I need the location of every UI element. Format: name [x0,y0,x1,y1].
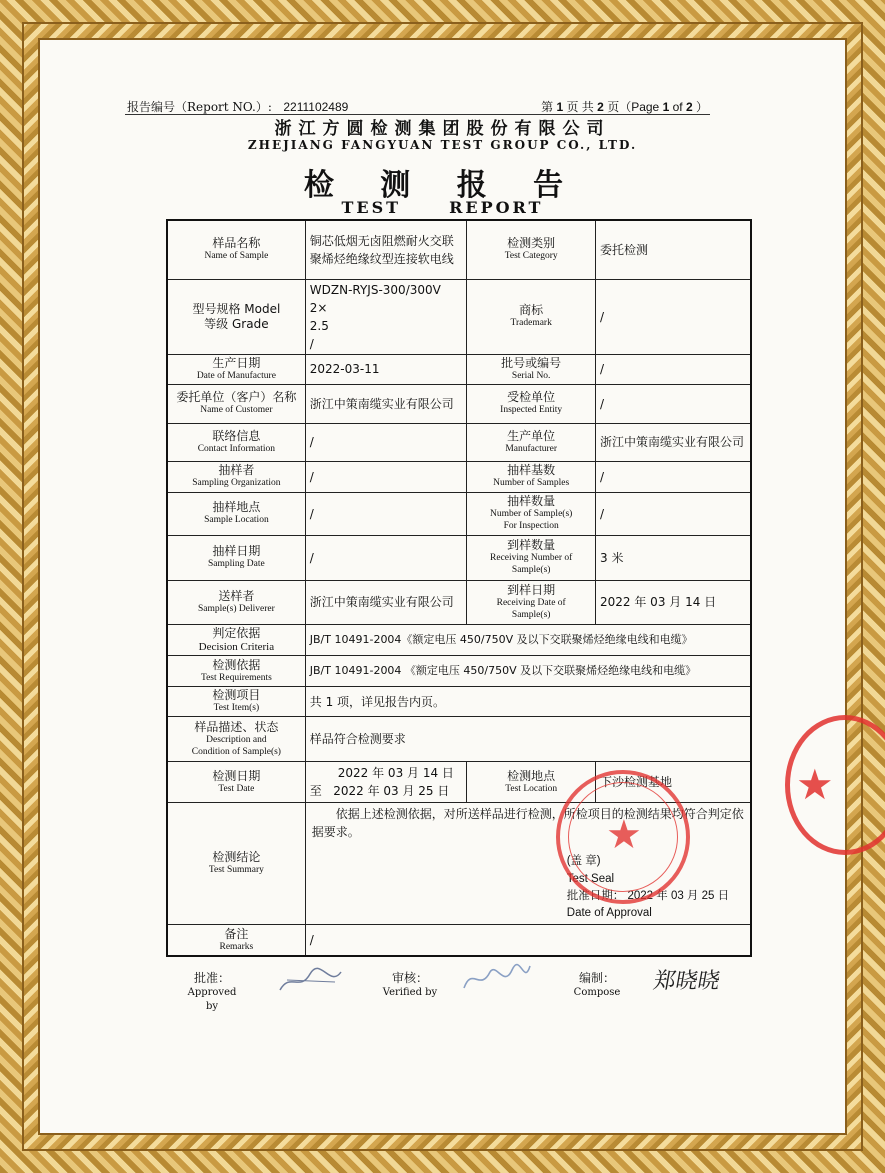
seal-label-cn: (盖 章) [566,855,601,868]
num-samples-value: / [596,461,751,492]
seal-label-en: Test Seal [566,872,615,885]
page-info: 第 1 页 共 2 页（Page 1 of 2 ） [541,100,708,114]
company-name-en: ZHEJIANG FANGYUAN TEST GROUP CO., LTD. [247,138,638,152]
summary-text: 依据上述检测依据，对所送样品进行检测，所检项目的检测结果均符合判定依据要求。 [311,807,744,840]
trademark-value: / [596,279,751,354]
table-row: 委托单位（客户）名称 Name of Customer 浙江中策南缆实业有限公司 受检单位 Inspected Entity / [167,384,751,423]
company-seal-stamp [556,770,690,904]
sample-name-value: 铜芯低烟无卤阻燃耐火交联聚烯烃绝缘纹型连接软电线 [305,220,467,279]
manufacture-date-value: 2022-03-11 [305,354,467,384]
compose-by: 编制： Compose [573,971,621,999]
report-no-label: 报告编号（Report NO.）: [127,100,272,114]
requirements-value: JB/T 10491-2004 《额定电压 450/750V 及以下交联聚烯烃绝缘电线和电缆》 [305,656,751,687]
report-no: 2211102489 [283,100,349,114]
seal-star-icon: ★ [796,760,834,809]
test-items-value: 共 1 项，详见报告内页。 [305,687,751,717]
table-row: 检测日期 Test Date 2022 年 03 月 14 日 至 2022 年 03 月 25 日 检测地点 Test Location 下沙检测基地 [167,762,751,803]
table-row: 送样者 Sample(s) Deliverer 浙江中策南缆实业有限公司 到样日期 Receiving Date of Sample(s) 2022 年 03 月 14 日 [167,580,751,624]
decision-value: JB/T 10491-2004《额定电压 450/750V 及以下交联聚烯烃绝缘电线和电缆》 [305,624,751,656]
approval-label-en: Date of Approval [566,907,652,919]
inspected-entity-value: / [596,384,751,423]
verified-by: 审核： Verified by [382,971,438,999]
seal-star-icon: ★ [606,812,642,858]
table-row: 型号规格 Model 等级 Grade WDZN-RYJS-300/300V 2× 2.5 / 商标 Trademark / [167,279,751,354]
test-category-value: 委托检测 [596,220,751,279]
num-for-inspection-value: / [596,492,751,535]
test-date-value: 2022 年 03 月 14 日 至 2022 年 03 月 25 日 [305,762,467,803]
customer-value: 浙江中策南缆实业有限公司 [305,384,467,423]
table-row: 抽样者 Sampling Organization / 抽样基数 Number of Samples / [167,461,751,492]
deliverer-value: 浙江中策南缆实业有限公司 [305,580,467,624]
report-title-en: TEST REPORT [341,198,544,217]
approver-signature [275,962,345,998]
table-row: 备注 Remarks / [167,925,751,956]
table-row: 样品名称 Name of Sample 铜芯低烟无卤阻燃耐火交联聚烯烃绝缘纹型连接软电线 检测类别 Test Category 委托检测 [167,220,751,279]
contact-value: / [305,423,467,461]
table-row: 样品描述、状态 Description and Condition of Sample(s) 样品符合检测要求 [167,717,751,762]
table-row: 联络信息 Contact Information / 生产单位 Manufacturer 浙江中策南缆实业有限公司 [167,423,751,461]
table-row: 检测结论 Test Summary 依据上述检测依据，对所送样品进行检测，所检项目的检测结果均符合判定依据要求。 (盖 章) Test Seal 批准日期： 2022 年 03 月 25 日 Date of Approval [167,803,751,925]
test-location-value: 下沙检测基地 [596,762,751,803]
receiving-date-value: 2022 年 03 月 14 日 [596,580,751,624]
verifier-signature [460,958,532,998]
table-row: 检测依据 Test Requirements JB/T 10491-2004 《额定电压 450/750V 及以下交联聚烯烃绝缘电线和电缆》 [167,656,751,687]
description-value: 样品符合检测要求 [305,717,751,762]
company-name-cn: 浙江方圆检测集团股份有限公司 [274,119,611,139]
approved-by: 批准： Approved by [187,971,237,1012]
table-row: 抽样地点 Sample Location / 抽样数量 Number of Sample(s) For Inspection / [167,492,751,535]
model-value: WDZN-RYJS-300/300V 2× 2.5 / [305,279,467,354]
manufacturer-value: 浙江中策南缆实业有限公司 [596,423,751,461]
approval-date: 批准日期： 2022 年 03 月 25 日 [566,889,730,902]
report-title-cn: 检 测 报 告 [303,168,582,203]
sampling-org-value: / [305,461,467,492]
table-row: 生产日期 Date of Manufacture 2022-03-11 批号或编号 Serial No. / [167,354,751,384]
table-row: 检测项目 Test Item(s) 共 1 项，详见报告内页。 [167,687,751,717]
table-row: 判定依据 Decision Criteria JB/T 10491-2004《额定电压 450/750V 及以下交联聚烯烃绝缘电线和电缆》 [167,624,751,656]
sample-location-value: / [305,492,467,535]
serial-value: / [596,354,751,384]
sampling-date-value: / [305,535,467,580]
report-header-line [125,96,710,115]
compose-signature: 郑晓晓 [651,969,722,994]
receiving-number-value: 3 米 [596,535,751,580]
table-row: 抽样日期 Sampling Date / 到样数量 Receiving Number of Sample(s) 3 米 [167,535,751,580]
remarks-value: / [305,925,751,956]
